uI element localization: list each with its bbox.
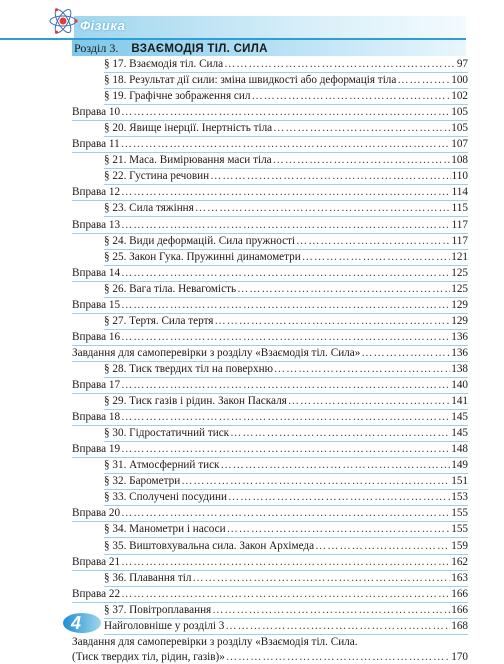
toc-entry-title: Вправа 18 xyxy=(72,411,121,424)
toc-entry[interactable] xyxy=(104,425,468,442)
toc-entry-title: Вправа 17 xyxy=(72,379,121,391)
toc-entry[interactable] xyxy=(72,441,468,458)
toc-entry-title: § 32. Барометри xyxy=(104,475,181,488)
toc-entry-title: § 20. Явище інерції. Інертність тіла xyxy=(104,122,273,135)
toc-entry-title: Вправа 13 xyxy=(72,218,121,231)
toc-entry-title: Завдання для самоперевірки з розділу «Взаємодія тіл. Сила» xyxy=(72,346,361,359)
toc-entry-page: 145 xyxy=(451,427,468,440)
toc-entry[interactable] xyxy=(104,570,468,587)
toc-entry-page: 166 xyxy=(451,587,468,600)
toc-entry-page: 163 xyxy=(451,571,468,584)
toc-entry-page: 107 xyxy=(451,138,468,151)
toc-entry-title: § 28. Тиск твердих тіл на поверхню xyxy=(104,362,273,375)
toc-entry-page: 170 xyxy=(451,650,468,663)
dot-leader xyxy=(212,602,450,618)
dot-leader xyxy=(220,457,450,473)
toc-entry-page: 100 xyxy=(451,74,468,87)
toc-entry[interactable] xyxy=(104,602,468,619)
toc-entry[interactable] xyxy=(104,200,468,217)
toc-entry[interactable] xyxy=(104,361,468,378)
dot-leader xyxy=(121,265,450,281)
dot-leader xyxy=(288,393,450,409)
toc-entry-title: § 29. Тиск газів і рідин. Закон Паскаля xyxy=(104,395,287,408)
toc-entry[interactable] xyxy=(72,409,468,426)
section-number: Розділ 3. xyxy=(74,41,119,55)
toc-entry-title: § 19. Графічне зображення сил xyxy=(104,90,251,103)
toc-entry-page: 110 xyxy=(451,170,468,183)
toc-entry-title: (Тиск твердих тіл, рідин, газів)» xyxy=(72,650,225,663)
toc-entry-title: § 27. Тертя. Сила тертя xyxy=(104,314,214,327)
toc-entry-title: § 22. Густина речовин xyxy=(104,170,210,183)
toc-entry-title: § 30. Гідростатичний тиск xyxy=(104,427,230,440)
dot-leader xyxy=(315,538,450,554)
dot-leader xyxy=(121,217,451,233)
toc-entry-title: Вправа 19 xyxy=(72,443,121,456)
toc-entry-title: § 17. Взаємодія тіл. Сила xyxy=(104,58,224,70)
toc-entry-title: § 24. Види деформацій. Сила пружності xyxy=(104,234,296,247)
toc-entry[interactable] xyxy=(72,345,468,362)
toc-entry[interactable] xyxy=(72,586,468,603)
toc-entry[interactable] xyxy=(72,297,468,314)
dot-leader xyxy=(121,409,450,425)
toc-entry-page: 149 xyxy=(451,459,468,472)
toc-entry[interactable] xyxy=(72,265,468,282)
dot-leader xyxy=(230,425,450,441)
toc-entry-title: Вправа 10 xyxy=(72,106,121,119)
dot-leader xyxy=(227,521,451,537)
dot-leader xyxy=(225,618,450,634)
toc-entry[interactable] xyxy=(72,505,468,522)
dot-leader xyxy=(121,554,450,570)
dot-leader xyxy=(228,489,450,505)
toc-entry-title: Вправа 15 xyxy=(72,298,121,311)
toc-entry-page: 136 xyxy=(451,346,468,359)
toc-entry[interactable] xyxy=(72,554,468,571)
toc-entry-page: 145 xyxy=(451,411,468,424)
dot-leader xyxy=(397,72,450,88)
toc-entry[interactable] xyxy=(104,618,468,635)
toc-entry[interactable] xyxy=(104,88,468,105)
dot-leader xyxy=(273,152,451,168)
toc-entry[interactable] xyxy=(72,136,468,153)
dot-leader xyxy=(181,473,450,489)
subject-title: Фізика xyxy=(80,18,126,33)
toc-entry-page: 97 xyxy=(456,58,468,70)
toc-entry-page: 121 xyxy=(451,250,468,263)
toc-entry-page: 108 xyxy=(451,154,468,167)
toc-entry-title: § 21. Маса. Вимірювання маси тіла xyxy=(104,154,272,167)
toc-entry-title: § 34. Манометри і насоси xyxy=(104,523,226,536)
toc-entry-page: 114 xyxy=(451,186,468,199)
toc-entry[interactable] xyxy=(72,377,468,394)
toc-entry-page: 155 xyxy=(451,523,468,536)
toc-entry[interactable] xyxy=(104,393,468,410)
toc-entry-final-line1[interactable] xyxy=(72,635,468,649)
toc-entry-page: 166 xyxy=(451,603,468,616)
toc-entry-title: Вправа 16 xyxy=(72,330,121,343)
dot-leader xyxy=(210,168,450,184)
dot-leader xyxy=(224,56,456,72)
toc-entry-title: Вправа 21 xyxy=(72,555,121,568)
toc-entry[interactable] xyxy=(104,233,468,250)
toc-entry-page: 162 xyxy=(451,555,468,568)
toc-entry-title: § 18. Результат дії сили: зміна швидкості або деформація тіла xyxy=(104,74,397,87)
toc-entry[interactable] xyxy=(104,281,468,298)
toc-entry[interactable] xyxy=(104,313,468,330)
toc-entry-page: 102 xyxy=(451,90,468,103)
toc-entry-title: § 33. Сполучені посудини xyxy=(104,491,227,504)
toc-entry-page: 105 xyxy=(451,106,468,119)
toc-entry-page: 105 xyxy=(451,122,468,135)
dot-leader xyxy=(192,570,450,586)
atom-icon xyxy=(48,6,78,36)
toc-entry-title: § 26. Вага тіла. Невагомість xyxy=(104,282,237,295)
dot-leader xyxy=(302,249,450,265)
page-number: 4 xyxy=(71,613,82,633)
dot-leader xyxy=(237,281,450,297)
toc-entry-page: 159 xyxy=(451,539,468,552)
toc-entry[interactable] xyxy=(104,152,468,169)
toc-entry[interactable] xyxy=(72,184,468,201)
toc-entry-page: 115 xyxy=(451,202,468,215)
toc-entry-page: 125 xyxy=(451,282,468,295)
toc-entry[interactable] xyxy=(104,120,468,137)
toc-entry[interactable] xyxy=(104,72,468,89)
toc-entry-page: 168 xyxy=(451,619,468,632)
toc-entry[interactable] xyxy=(104,249,468,266)
toc-entry-page: 153 xyxy=(451,491,468,504)
toc-entry-page: 151 xyxy=(451,475,468,488)
dot-leader xyxy=(121,184,451,200)
dot-leader xyxy=(251,88,450,104)
dot-leader xyxy=(121,136,451,152)
dot-leader xyxy=(274,361,450,377)
toc-entry[interactable] xyxy=(72,217,468,234)
toc-entry-page: 129 xyxy=(451,298,468,311)
toc-entry-page: 136 xyxy=(451,330,468,343)
section-title: ВЗАЄМОДІЯ ТІЛ. СИЛА xyxy=(131,43,268,55)
dot-leader xyxy=(121,441,450,457)
toc-entry[interactable] xyxy=(72,104,468,121)
header-band xyxy=(74,16,466,38)
toc-entry-title: Вправа 11 xyxy=(72,138,120,151)
toc-entry-page: 140 xyxy=(451,379,468,391)
toc-entry[interactable] xyxy=(104,489,468,506)
dot-leader xyxy=(214,313,450,329)
toc-entry[interactable] xyxy=(104,457,468,474)
toc-entry-title: Вправа 20 xyxy=(72,507,121,520)
toc-entry-title: Вправа 14 xyxy=(72,266,121,279)
dot-leader xyxy=(121,505,450,521)
page-header xyxy=(0,0,504,55)
toc-entry-title: § 35. Виштовхувальна сила. Закон Архімеда xyxy=(104,539,315,552)
toc-entry-page: 148 xyxy=(451,443,468,456)
toc-entry[interactable] xyxy=(104,538,468,555)
page-number-badge xyxy=(62,612,102,634)
dot-leader xyxy=(121,297,450,313)
dot-leader xyxy=(296,233,451,249)
toc-entry-page: 117 xyxy=(451,234,468,247)
toc-entry-title: § 36. Плавання тіл xyxy=(104,571,192,584)
toc-entry-title: § 31. Атмосферний тиск xyxy=(104,459,220,472)
dot-leader xyxy=(195,200,451,216)
toc-entry-page: 129 xyxy=(451,314,468,327)
toc-entry-title: Найголовніше у розділі 3 xyxy=(104,619,225,632)
toc-entry-title: § 25. Закон Гука. Пружинні динамометри xyxy=(104,250,301,263)
toc-entry-title: § 37. Повітроплавання xyxy=(104,603,212,616)
dot-leader xyxy=(361,345,450,361)
toc-entry-title: Вправа 12 xyxy=(72,186,121,199)
toc-entry-page: 125 xyxy=(451,266,468,279)
dot-leader xyxy=(121,329,450,345)
dot-leader xyxy=(121,586,450,602)
dot-leader xyxy=(273,120,450,136)
toc-entry[interactable] xyxy=(104,473,468,490)
dot-leader xyxy=(121,104,450,120)
toc-entry-page: 141 xyxy=(451,395,468,408)
toc-entry-title: § 23. Сила тяжіння xyxy=(104,202,194,215)
toc-entry[interactable] xyxy=(104,521,468,538)
section-heading xyxy=(74,40,268,56)
toc-entry-title: Вправа 22 xyxy=(72,587,121,600)
toc-entry[interactable] xyxy=(72,329,468,346)
toc-entry-page: 117 xyxy=(451,218,468,231)
toc-entry[interactable] xyxy=(104,56,468,73)
toc-entry-page: 138 xyxy=(451,362,468,375)
dot-leader xyxy=(121,377,450,393)
toc-entry-page: 155 xyxy=(451,507,468,520)
toc-entry-title: Завдання для самоперевірки з розділу «Взаємодія тіл. Сила. xyxy=(72,635,358,648)
toc-entry[interactable] xyxy=(104,168,468,185)
